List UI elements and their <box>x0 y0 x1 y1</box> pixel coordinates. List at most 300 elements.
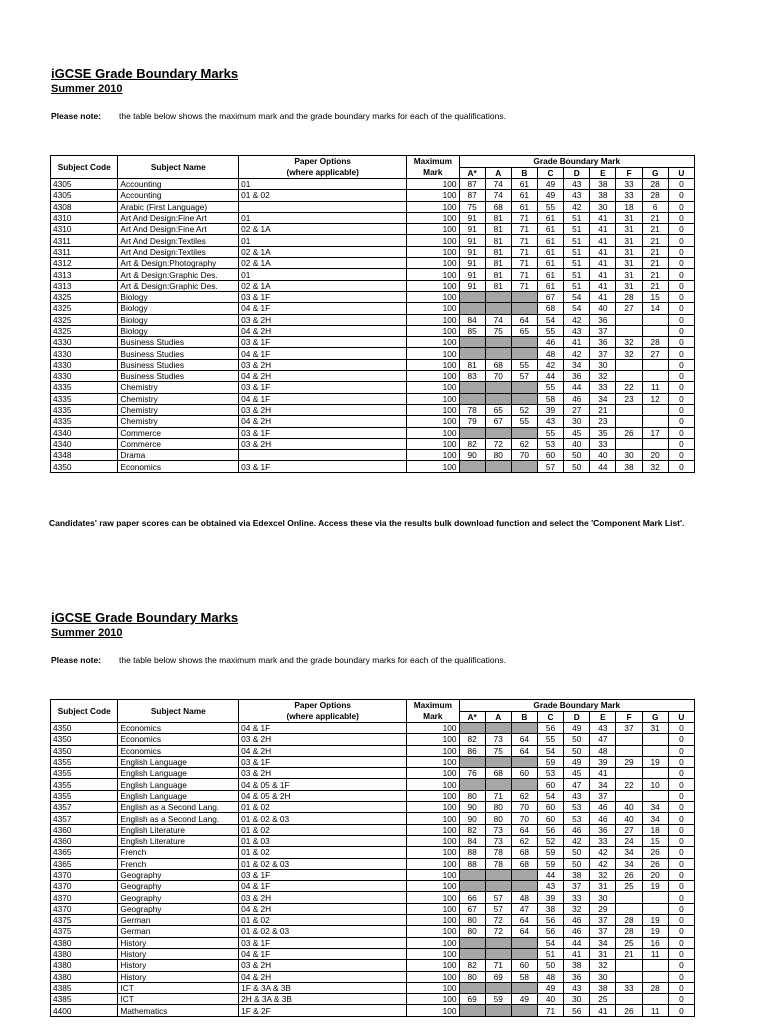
grade-cell: 34 <box>642 813 668 824</box>
grade-cell: 41 <box>590 269 616 280</box>
subject-name: English Language <box>118 756 239 767</box>
grade-cell: 31 <box>616 235 642 246</box>
subject-name: English Literature <box>118 835 239 846</box>
maximum-mark: 100 <box>407 858 459 869</box>
maximum-mark: 100 <box>407 382 459 393</box>
grade-cell: 80 <box>485 802 511 813</box>
paper-options: 01 & 03 <box>239 835 407 846</box>
maximum-mark: 100 <box>407 337 459 348</box>
grade-cell: 73 <box>485 824 511 835</box>
subject-name: History <box>118 937 239 948</box>
grade-cell: 0 <box>668 745 694 756</box>
grade-cell: 32 <box>590 869 616 880</box>
table-row <box>51 960 695 971</box>
subject-code: 4355 <box>51 779 118 790</box>
grade-cell: 80 <box>485 813 511 824</box>
grade-cell: 0 <box>668 438 694 449</box>
subject-code: 4380 <box>51 960 118 971</box>
grade-cell: 53 <box>564 813 590 824</box>
grade-cell: 31 <box>616 280 642 291</box>
grade-cell: 90 <box>459 450 485 461</box>
subject-name: English Language <box>118 779 239 790</box>
grade-cell: 76 <box>459 768 485 779</box>
table-row <box>51 926 695 937</box>
subject-code: 4335 <box>51 404 118 415</box>
grade-cell <box>511 1005 537 1016</box>
grade-cell <box>642 734 668 745</box>
maximum-mark: 100 <box>407 723 459 734</box>
grade-cell: 0 <box>668 802 694 813</box>
grade-cell: 82 <box>459 960 485 971</box>
grade-cell: 30 <box>590 892 616 903</box>
grade-cell: 91 <box>459 224 485 235</box>
grade-cell: 71 <box>511 269 537 280</box>
table-row <box>51 768 695 779</box>
grade-cell: 16 <box>642 937 668 948</box>
grade-cell: 33 <box>616 982 642 993</box>
subject-name: Geography <box>118 881 239 892</box>
page-subtitle: Summer 2010 <box>51 627 123 639</box>
grade-cell: 0 <box>668 212 694 223</box>
grade-cell: 70 <box>511 450 537 461</box>
grade-cell: 30 <box>590 971 616 982</box>
grade-cell: 0 <box>668 291 694 302</box>
grade-cell: 55 <box>537 325 563 336</box>
table-row <box>51 802 695 813</box>
table-row <box>51 427 695 438</box>
grade-cell <box>642 371 668 382</box>
grade-cell: 90 <box>459 802 485 813</box>
table-row <box>51 235 695 246</box>
table-row <box>51 416 695 427</box>
subject-name: Biology <box>118 325 239 336</box>
subject-code: 4310 <box>51 224 118 235</box>
grade-cell: 0 <box>668 903 694 914</box>
grade-cell: 68 <box>511 847 537 858</box>
paper-options: 03 & 1F <box>239 291 407 302</box>
grade-cell: 57 <box>537 461 563 472</box>
grade-cell: 34 <box>616 858 642 869</box>
grade-cell: 46 <box>564 926 590 937</box>
table-row <box>51 258 695 269</box>
grade-cell: 91 <box>459 246 485 257</box>
maximum-mark: 100 <box>407 416 459 427</box>
grade-cell: 21 <box>642 258 668 269</box>
subject-code: 4325 <box>51 325 118 336</box>
maximum-mark: 100 <box>407 960 459 971</box>
paper-options: 03 & 1F <box>239 427 407 438</box>
table-row <box>51 915 695 926</box>
table-row <box>51 212 695 223</box>
subject-code: 4380 <box>51 937 118 948</box>
grade-cell: 55 <box>537 382 563 393</box>
grade-cell: 50 <box>564 847 590 858</box>
subject-code: 4311 <box>51 246 118 257</box>
grade-cell <box>511 869 537 880</box>
grade-cell: 91 <box>459 269 485 280</box>
grade-cell: 32 <box>642 461 668 472</box>
grade-cell: 71 <box>511 235 537 246</box>
subject-code: 4312 <box>51 258 118 269</box>
grade-cell: 74 <box>485 314 511 325</box>
grade-cell: 56 <box>537 824 563 835</box>
header-grade-b: B <box>511 711 537 723</box>
grade-cell: 71 <box>511 224 537 235</box>
grade-cell: 0 <box>668 756 694 767</box>
subject-name: Art And Design:Textiles <box>118 246 239 257</box>
maximum-mark: 100 <box>407 190 459 201</box>
grade-cell: 48 <box>537 971 563 982</box>
grade-cell: 70 <box>511 813 537 824</box>
grade-cell <box>616 960 642 971</box>
grade-cell: 87 <box>459 179 485 190</box>
grade-cell: 71 <box>511 280 537 291</box>
subject-name: Business Studies <box>118 371 239 382</box>
table-row <box>51 179 695 190</box>
maximum-mark: 100 <box>407 1005 459 1016</box>
grade-cell: 31 <box>616 258 642 269</box>
grade-cell: 39 <box>590 756 616 767</box>
grade-cell: 39 <box>537 404 563 415</box>
grade-cell: 53 <box>537 768 563 779</box>
maximum-mark: 100 <box>407 235 459 246</box>
grade-cell: 0 <box>668 824 694 835</box>
grade-cell <box>616 892 642 903</box>
grade-cell: 44 <box>537 869 563 880</box>
grade-cell: 19 <box>642 915 668 926</box>
grade-cell: 0 <box>668 813 694 824</box>
grade-cell: 61 <box>511 179 537 190</box>
grade-cell: 48 <box>590 745 616 756</box>
grade-cell: 0 <box>668 869 694 880</box>
header-grade-f: F <box>616 711 642 723</box>
grade-cell: 18 <box>642 824 668 835</box>
grade-cell <box>642 994 668 1005</box>
grade-cell <box>511 779 537 790</box>
grade-cell: 68 <box>485 201 511 212</box>
subject-code: 4325 <box>51 303 118 314</box>
grade-cell: 40 <box>590 450 616 461</box>
grade-cell <box>511 291 537 302</box>
table-row <box>51 813 695 824</box>
grade-cell <box>459 382 485 393</box>
subject-name: History <box>118 960 239 971</box>
grade-cell: 0 <box>668 847 694 858</box>
subject-code: 4330 <box>51 371 118 382</box>
grade-cell: 0 <box>668 779 694 790</box>
subject-code: 4305 <box>51 190 118 201</box>
paper-options: 03 & 2H <box>239 960 407 971</box>
grade-cell: 28 <box>616 291 642 302</box>
grade-cell: 82 <box>459 438 485 449</box>
grade-cell: 64 <box>511 926 537 937</box>
grade-cell: 26 <box>642 858 668 869</box>
grade-cell: 26 <box>642 847 668 858</box>
subject-code: 4375 <box>51 915 118 926</box>
grade-cell: 51 <box>564 269 590 280</box>
grade-cell: 47 <box>564 779 590 790</box>
grade-cell: 60 <box>537 779 563 790</box>
subject-name: Chemistry <box>118 416 239 427</box>
grade-cell: 47 <box>511 903 537 914</box>
grade-cell: 54 <box>537 314 563 325</box>
table-row <box>51 246 695 257</box>
grade-cell: 82 <box>459 824 485 835</box>
grade-cell: 0 <box>668 190 694 201</box>
maximum-mark: 100 <box>407 224 459 235</box>
grade-cell: 26 <box>616 869 642 880</box>
subject-name: History <box>118 948 239 959</box>
paper-options: 01 & 02 <box>239 802 407 813</box>
table-row <box>51 371 695 382</box>
table-body <box>51 723 695 1017</box>
grade-cell: 73 <box>485 835 511 846</box>
maximum-mark: 100 <box>407 269 459 280</box>
grade-cell: 64 <box>511 745 537 756</box>
subject-name: History <box>118 971 239 982</box>
grade-cell: 40 <box>616 813 642 824</box>
grade-cell: 34 <box>642 802 668 813</box>
grade-cell: 19 <box>642 926 668 937</box>
grade-cell: 21 <box>642 212 668 223</box>
maximum-mark: 100 <box>407 325 459 336</box>
subject-code: 4370 <box>51 881 118 892</box>
maximum-mark: 100 <box>407 280 459 291</box>
grade-cell: 31 <box>616 269 642 280</box>
paper-options: 04 & 2H <box>239 416 407 427</box>
grade-cell: 66 <box>459 892 485 903</box>
grade-cell: 91 <box>459 235 485 246</box>
grade-cell <box>485 723 511 734</box>
grade-cell: 51 <box>564 224 590 235</box>
paper-options: 01 <box>239 212 407 223</box>
table-row <box>51 858 695 869</box>
grade-cell: 75 <box>485 325 511 336</box>
paper-options: 01 & 02 & 03 <box>239 813 407 824</box>
grade-cell: 41 <box>590 768 616 779</box>
grade-cell: 49 <box>511 994 537 1005</box>
grade-cell: 22 <box>616 382 642 393</box>
grade-cell: 34 <box>616 847 642 858</box>
maximum-mark: 100 <box>407 937 459 948</box>
grade-cell: 64 <box>511 734 537 745</box>
grade-cell <box>459 1005 485 1016</box>
maximum-mark: 100 <box>407 371 459 382</box>
paper-options <box>239 450 407 461</box>
grade-cell: 75 <box>459 201 485 212</box>
table-row <box>51 190 695 201</box>
grade-cell: 81 <box>485 235 511 246</box>
grade-cell: 11 <box>642 382 668 393</box>
header-maximum-mark: Maximum Mark <box>407 156 459 179</box>
header-grade-b: B <box>511 167 537 179</box>
subject-code: 4385 <box>51 982 118 993</box>
subject-name: Arabic (First Language) <box>118 201 239 212</box>
grade-cell: 45 <box>564 427 590 438</box>
grade-cell: 44 <box>590 461 616 472</box>
grade-cell: 62 <box>511 438 537 449</box>
grade-cell: 44 <box>564 937 590 948</box>
grade-cell: 49 <box>564 723 590 734</box>
paper-options: 01 <box>239 235 407 246</box>
paper-options: 02 & 1A <box>239 258 407 269</box>
grade-cell: 56 <box>564 1005 590 1016</box>
maximum-mark: 100 <box>407 982 459 993</box>
grade-cell: 0 <box>668 224 694 235</box>
grade-cell: 42 <box>590 858 616 869</box>
grade-cell: 37 <box>590 348 616 359</box>
subject-name: Economics <box>118 745 239 756</box>
paper-options <box>239 201 407 212</box>
grade-cell: 31 <box>616 224 642 235</box>
grade-cell: 69 <box>459 994 485 1005</box>
grade-cell: 43 <box>537 881 563 892</box>
grade-cell: 21 <box>642 224 668 235</box>
grade-cell: 61 <box>537 212 563 223</box>
grade-cell: 32 <box>616 348 642 359</box>
paper-options: 04 & 1F <box>239 393 407 404</box>
grade-cell: 42 <box>537 359 563 370</box>
grade-cell: 67 <box>459 903 485 914</box>
header-subject-name: Subject Name <box>118 700 239 723</box>
grade-cell: 0 <box>668 325 694 336</box>
grade-cell: 31 <box>616 246 642 257</box>
grade-cell: 80 <box>459 971 485 982</box>
subject-code: 4370 <box>51 892 118 903</box>
subject-code: 4380 <box>51 971 118 982</box>
maximum-mark: 100 <box>407 869 459 880</box>
header-grade-f: F <box>616 167 642 179</box>
header-paper-options: Paper Options (where applicable) <box>239 156 407 179</box>
grade-cell: 81 <box>485 269 511 280</box>
grade-cell: 30 <box>616 450 642 461</box>
grade-cell: 41 <box>590 1005 616 1016</box>
grade-cell: 42 <box>564 201 590 212</box>
grade-cell: 0 <box>668 723 694 734</box>
grade-cell: 0 <box>668 382 694 393</box>
table-row <box>51 869 695 880</box>
grade-cell: 41 <box>590 258 616 269</box>
maximum-mark: 100 <box>407 461 459 472</box>
subject-name: English as a Second Lang. <box>118 802 239 813</box>
grade-cell: 28 <box>616 915 642 926</box>
grade-cell: 46 <box>590 813 616 824</box>
paper-options: 04 & 2H <box>239 371 407 382</box>
paper-options: 04 & 1F <box>239 303 407 314</box>
table-row <box>51 790 695 801</box>
grade-cell: 81 <box>485 280 511 291</box>
grade-cell: 48 <box>511 892 537 903</box>
grade-cell: 55 <box>537 201 563 212</box>
subject-name: Mathematics <box>118 1005 239 1016</box>
maximum-mark: 100 <box>407 246 459 257</box>
grade-cell: 37 <box>590 926 616 937</box>
subject-code: 4385 <box>51 994 118 1005</box>
maximum-mark: 100 <box>407 903 459 914</box>
grade-cell <box>485 461 511 472</box>
maximum-mark: 100 <box>407 179 459 190</box>
subject-name: Geography <box>118 869 239 880</box>
grade-cell: 46 <box>537 337 563 348</box>
grade-cell: 50 <box>564 858 590 869</box>
grade-cell <box>459 869 485 880</box>
header-grade-u: U <box>668 167 694 179</box>
paper-options: 01 & 02 <box>239 847 407 858</box>
grade-cell: 0 <box>668 416 694 427</box>
grade-cell: 90 <box>459 813 485 824</box>
header-grade-boundary: Grade Boundary Mark <box>459 700 695 712</box>
subject-name: Economics <box>118 723 239 734</box>
grade-cell: 0 <box>668 359 694 370</box>
grade-cell: 33 <box>590 438 616 449</box>
grade-cell <box>511 948 537 959</box>
header-paper-options: Paper Options (where applicable) <box>239 700 407 723</box>
grade-cell: 71 <box>537 1005 563 1016</box>
grade-cell: 46 <box>564 915 590 926</box>
grade-cell: 81 <box>485 212 511 223</box>
grade-cell: 32 <box>616 337 642 348</box>
grade-cell <box>459 348 485 359</box>
grade-cell: 60 <box>537 802 563 813</box>
paper-options: 03 & 1F <box>239 337 407 348</box>
grade-cell: 91 <box>459 212 485 223</box>
grade-cell <box>642 404 668 415</box>
grade-cell <box>511 723 537 734</box>
grade-cell: 58 <box>537 393 563 404</box>
paper-options: 03 & 1F <box>239 756 407 767</box>
grade-cell: 60 <box>537 813 563 824</box>
subject-code: 4313 <box>51 280 118 291</box>
grade-cell: 54 <box>537 745 563 756</box>
grade-cell <box>616 371 642 382</box>
grade-cell: 0 <box>668 1005 694 1016</box>
grade-cell: 43 <box>564 982 590 993</box>
paper-options: 03 & 2H <box>239 359 407 370</box>
table-row <box>51 948 695 959</box>
grade-cell: 0 <box>668 948 694 959</box>
grade-cell: 41 <box>590 291 616 302</box>
grade-cell: 36 <box>590 314 616 325</box>
grade-cell: 0 <box>668 201 694 212</box>
grade-cell: 0 <box>668 835 694 846</box>
subject-code: 4330 <box>51 337 118 348</box>
subject-name: Geography <box>118 892 239 903</box>
subject-code: 4365 <box>51 847 118 858</box>
grade-cell <box>511 937 537 948</box>
grade-cell: 50 <box>564 745 590 756</box>
grade-cell: 50 <box>564 461 590 472</box>
subject-name: Business Studies <box>118 337 239 348</box>
paper-options: 03 & 2H <box>239 768 407 779</box>
grade-cell: 44 <box>564 382 590 393</box>
grade-cell <box>642 971 668 982</box>
grade-cell <box>459 948 485 959</box>
maximum-mark: 100 <box>407 813 459 824</box>
grade-cell: 27 <box>616 824 642 835</box>
grade-cell: 49 <box>564 756 590 767</box>
grade-cell: 27 <box>564 404 590 415</box>
note-label: Please note: <box>51 655 102 665</box>
grade-cell: 54 <box>564 291 590 302</box>
subject-code: 4357 <box>51 813 118 824</box>
paper-options: 04 & 2H <box>239 971 407 982</box>
paper-options: 03 & 2H <box>239 404 407 415</box>
grade-cell: 74 <box>485 190 511 201</box>
grade-cell <box>459 982 485 993</box>
grade-cell: 72 <box>485 926 511 937</box>
grade-cell: 17 <box>642 427 668 438</box>
grade-cell: 38 <box>537 903 563 914</box>
